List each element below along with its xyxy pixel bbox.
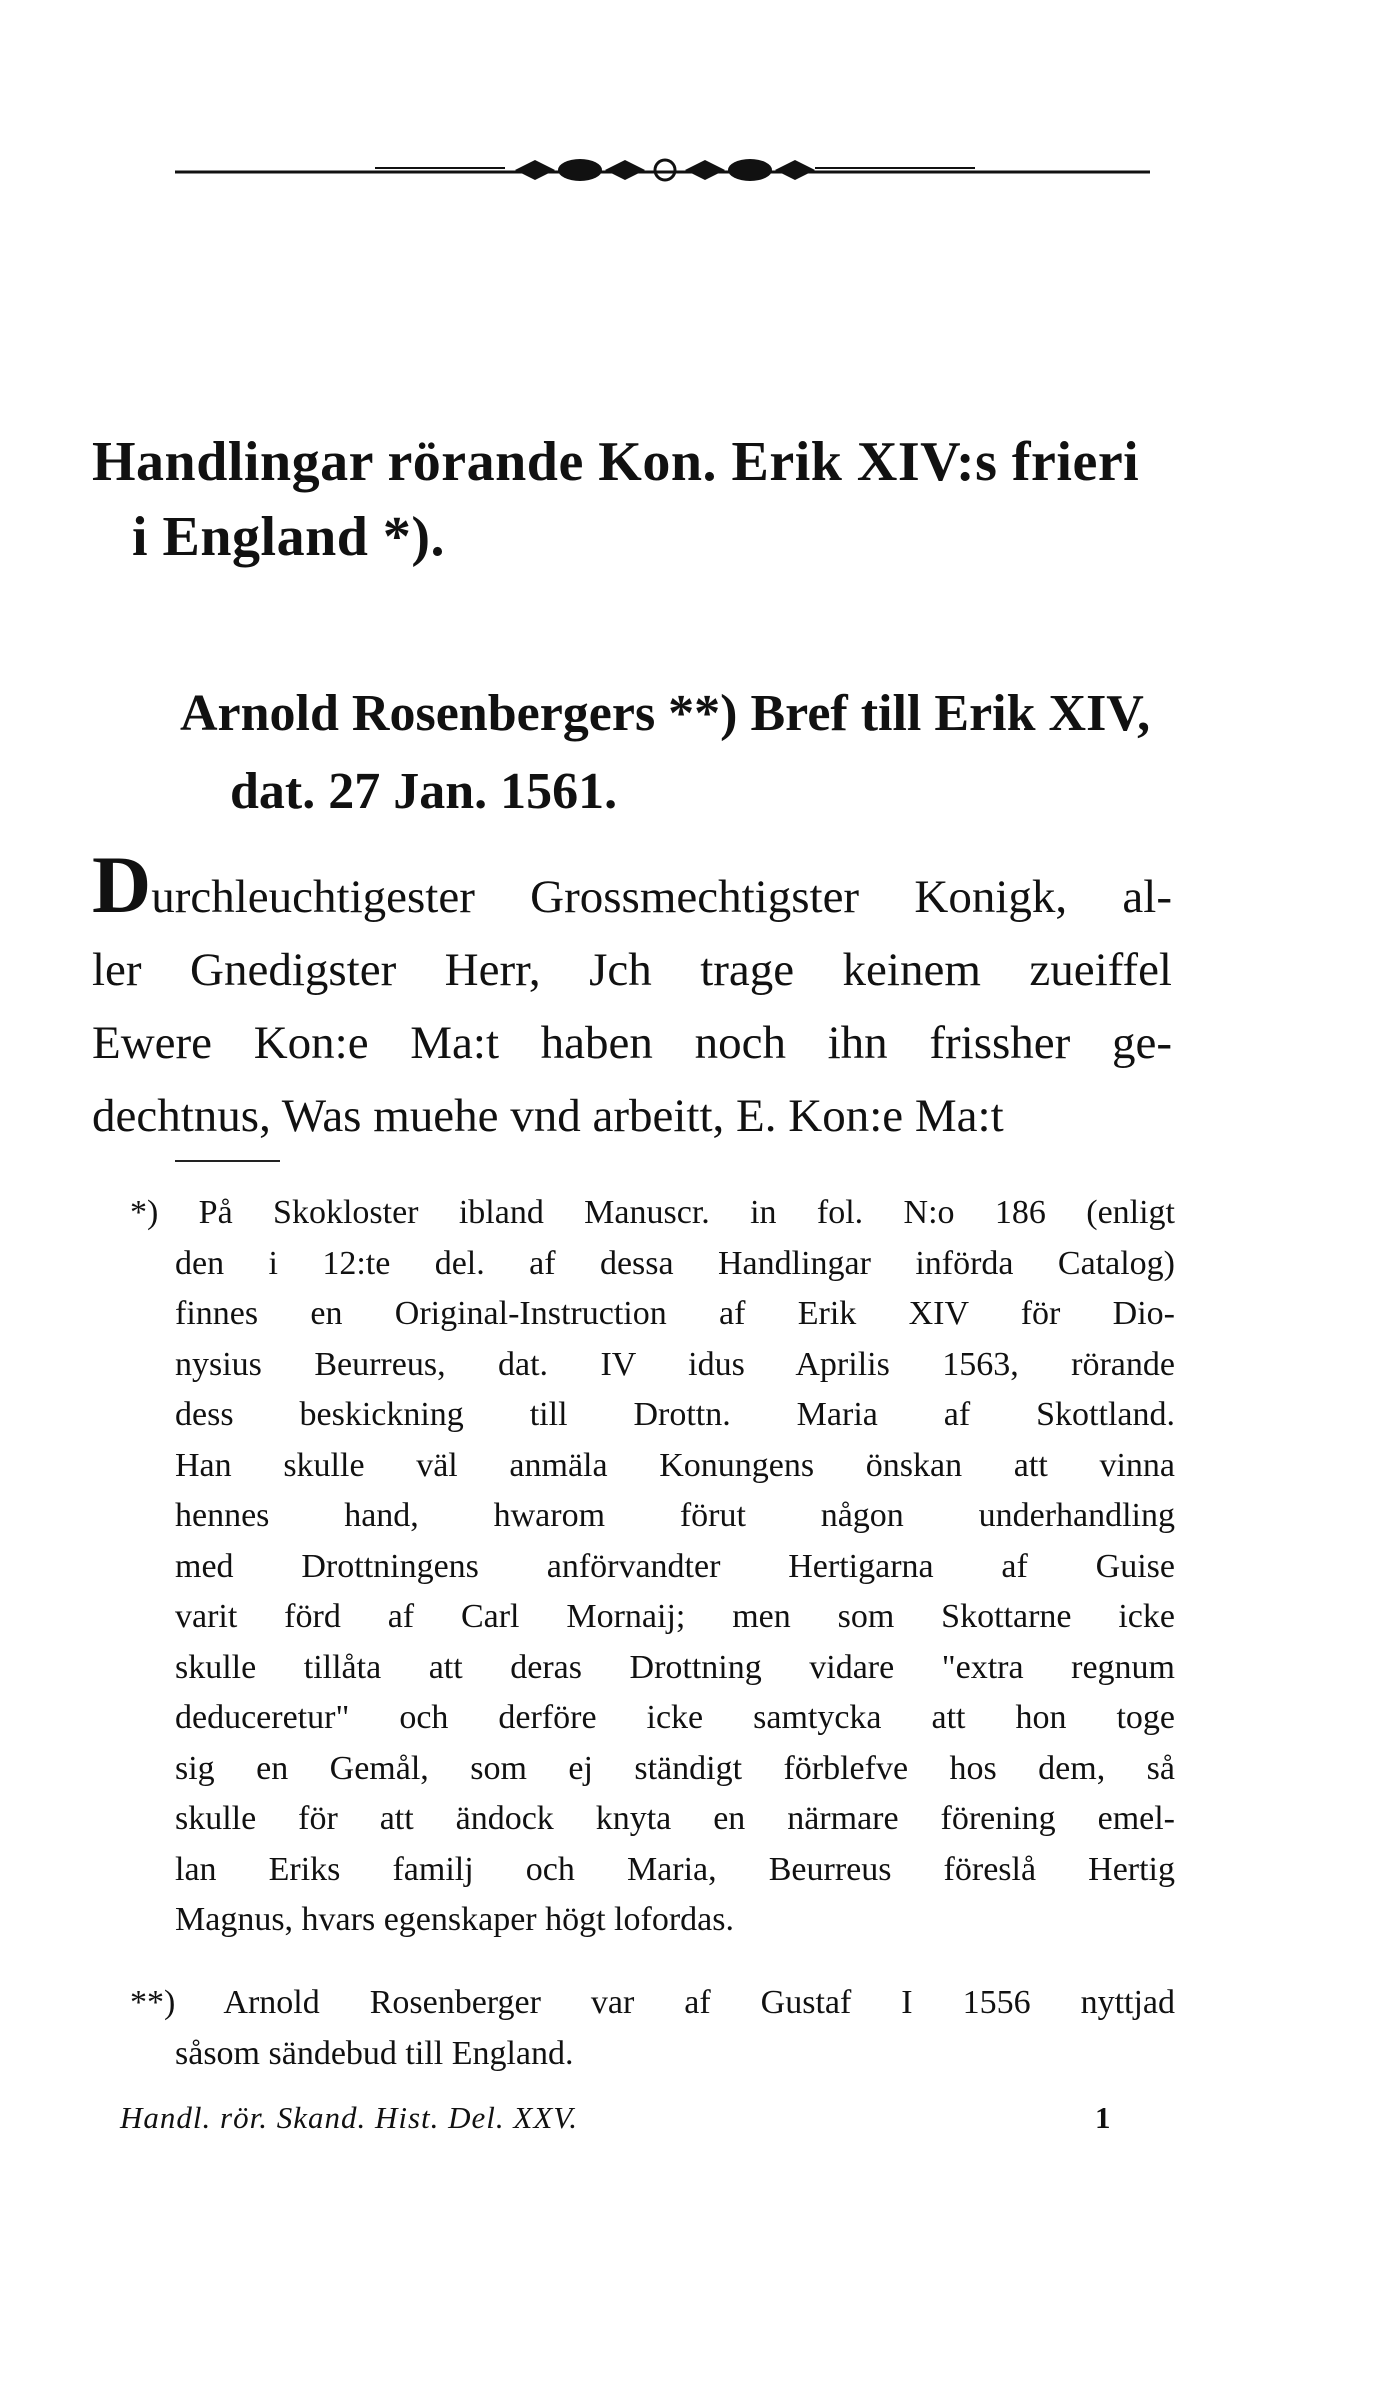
body-line: ler Gnedigster Herr, Jch trage keinem zueiffel	[92, 944, 1172, 996]
footnote-divider	[175, 1160, 280, 1162]
title-line-2: i England *).	[132, 506, 446, 568]
footnote-line: varit förd af Carl Mornaij; men som Skottarne icke	[175, 1598, 1175, 1635]
footnote-line: finnes en Original-Instruction af Erik XIV för Dio-	[175, 1295, 1175, 1332]
letter-heading-line-2: dat. 27 Jan. 1561.	[230, 763, 618, 820]
body-line: Ewere Kon:e Ma:t haben noch ihn frissher ge-	[92, 1017, 1172, 1069]
letter-heading	[180, 675, 1180, 831]
ornamental-rule	[175, 150, 1150, 190]
footnote-line: hennes hand, hwarom förut någon underhandling	[175, 1497, 1175, 1534]
footnote-line: lan Eriks familj och Maria, Beurreus föreslå Hertig	[175, 1850, 1175, 1888]
footnote-line: Han skulle väl anmäla Konungens önskan att vinna	[175, 1446, 1175, 1484]
footnote-line: deduceretur" och derföre icke samtycka att hon toge	[175, 1699, 1175, 1736]
footnote-line: den i 12:te del. af dessa Handlingar införda Catalog)	[175, 1244, 1175, 1282]
footnote-line: dess beskickning till Drottn. Maria af Skottland.	[175, 1396, 1175, 1433]
footnote-line: sig en Gemål, som ej ständigt förblefve hos dem, så	[175, 1749, 1175, 1787]
title-line-1: Handlingar rörande Kon. Erik XIV:s frieri	[92, 431, 1140, 493]
footnote-line: nysius Beurreus, dat. IV idus Aprilis 1563, rörande	[175, 1345, 1175, 1383]
footnote-line: *) På Skokloster ibland Manuscr. in fol. N:o 186 (enligt	[130, 1194, 1175, 1231]
drop-cap: D	[92, 839, 152, 930]
signature-line: Handl. rör. Skand. Hist. Del. XXV.	[120, 2100, 578, 2135]
footnote-line: **) Arnold Rosenberger var af Gustaf I 1556 nyttjad	[130, 1984, 1175, 2021]
footnote-line: såsom sändebud till England.	[175, 2034, 574, 2072]
footnote-2	[130, 1978, 1175, 2079]
footnote-line: med Drottningens anförvandter Hertigarna af Guise	[175, 1547, 1175, 1585]
body-line: Durchleuchtigester Grossmechtigster Konigk, al-	[92, 839, 1172, 930]
footnote-1	[130, 1188, 1175, 1946]
footnote-line: skulle tillåta att deras Drottning vidare "extra regnum	[175, 1648, 1175, 1686]
body-line: dechtnus, Was muehe vnd arbeitt, E. Kon:e Ma:t	[92, 1090, 1004, 1142]
footnote-line: skulle för att ändock knyta en närmare förening emel-	[175, 1800, 1175, 1837]
page-title	[92, 425, 1202, 575]
sheet-number: 1	[1095, 2100, 1111, 2135]
letter-heading-line-1: Arnold Rosenbergers **) Bref till Erik XIV,	[180, 685, 1151, 742]
letter-body	[92, 839, 1172, 1153]
footnote-line: Magnus, hvars egenskaper högt lofordas.	[175, 1901, 734, 1938]
